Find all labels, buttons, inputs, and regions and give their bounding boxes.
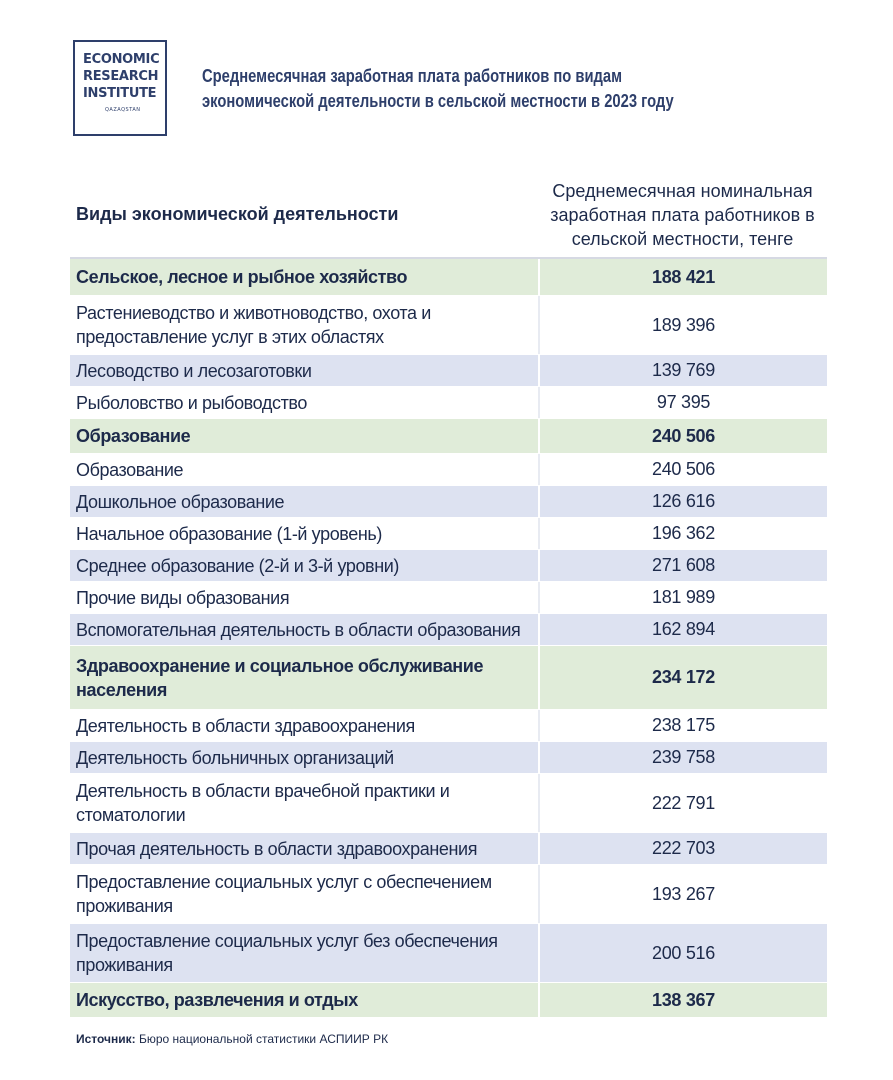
activity-cell: Прочая деятельность в области здравоохранения <box>76 838 478 859</box>
wage-cell: 97 395 <box>538 387 827 418</box>
table-section-row <box>70 259 827 296</box>
table-row <box>70 833 827 865</box>
header-wage: Среднемесячная номинальная заработная плата работников в сельской местности, тенге <box>550 180 815 249</box>
logo-line-1: ECONOMIC <box>83 52 160 67</box>
activity-cell: Среднее образование (2-й и 3-й уровни) <box>76 555 400 576</box>
header-activity: Виды экономической деятельности <box>76 204 399 224</box>
logo-line-2: RESEARCH <box>83 69 159 84</box>
wage-cell: 240 506 <box>538 419 827 453</box>
activity-cell: Искусство, развлечения и отдых <box>76 990 358 1010</box>
wage-cell: 139 769 <box>538 355 827 386</box>
wage-cell: 234 172 <box>538 646 827 709</box>
source-label: Источник: <box>76 1032 136 1046</box>
activity-cell: Начальное образование (1-й уровень) <box>76 523 382 544</box>
logo <box>73 40 167 136</box>
wage-cell: 222 703 <box>538 833 827 864</box>
activity-cell: Рыболовство и рыбоводство <box>76 392 307 413</box>
table-row <box>70 614 827 646</box>
table-row <box>70 742 827 774</box>
page-title <box>202 64 674 114</box>
activity-cell: Вспомогательная деятельность в области образования <box>76 619 521 640</box>
wage-cell: 181 989 <box>538 582 827 613</box>
activity-cell: Сельское, лесное и рыбное хозяйство <box>76 267 408 287</box>
source-text: Бюро национальной статистики АСПИИР РК <box>135 1032 389 1046</box>
title-line-2: экономической деятельности в сельской местности в 2023 году <box>202 91 674 111</box>
activity-cell: Прочие виды образования <box>76 587 290 608</box>
activity-cell: Растениеводство и животноводство, охота и предоставление услуг в этих областях <box>76 303 431 347</box>
activity-cell: Деятельность больничных организаций <box>76 747 394 768</box>
activity-cell: Дошкольное образование <box>76 491 285 512</box>
wage-cell: 271 608 <box>538 550 827 581</box>
table-row <box>70 774 827 833</box>
wage-cell: 222 791 <box>538 774 827 832</box>
wage-cell: 126 616 <box>538 486 827 517</box>
table-row <box>70 550 827 582</box>
table-row <box>70 454 827 486</box>
wage-cell: 162 894 <box>538 614 827 645</box>
table-section-row <box>70 646 827 710</box>
logo-subtitle: QAZAQSTAN <box>105 107 141 113</box>
logo-line-3: INSTITUTE <box>83 86 157 101</box>
table-row <box>70 355 827 387</box>
table-header <box>70 172 827 259</box>
table-body <box>70 259 827 1018</box>
table-section-row <box>70 983 827 1018</box>
activity-cell: Лесоводство и лесозаготовки <box>76 360 312 381</box>
activity-cell: Предоставление социальных услуг без обеспечения проживания <box>76 931 498 975</box>
source-note <box>76 1032 388 1046</box>
wage-cell: 188 421 <box>538 259 827 295</box>
table-row <box>70 518 827 550</box>
activity-cell: Деятельность в области врачебной практики и стоматологии <box>76 781 450 825</box>
wage-cell: 138 367 <box>538 983 827 1017</box>
activity-cell: Здравоохранение и социальное обслуживание населения <box>76 655 484 700</box>
wage-cell: 240 506 <box>538 454 827 485</box>
wage-cell: 200 516 <box>538 924 827 982</box>
activity-cell: Образование <box>76 426 191 446</box>
table-row <box>70 710 827 742</box>
activity-cell: Предоставление социальных услуг с обеспечением проживания <box>76 872 492 916</box>
wage-cell: 239 758 <box>538 742 827 773</box>
wage-cell: 193 267 <box>538 865 827 923</box>
table-row <box>70 924 827 983</box>
table-row <box>70 387 827 419</box>
wage-cell: 196 362 <box>538 518 827 549</box>
table-row <box>70 296 827 355</box>
table-row <box>70 582 827 614</box>
title-line-1: Среднемесячная заработная плата работников по видам <box>202 66 623 86</box>
table-row <box>70 865 827 924</box>
table-row <box>70 486 827 518</box>
wage-cell: 238 175 <box>538 710 827 741</box>
wage-table <box>70 172 827 1018</box>
wage-cell: 189 396 <box>538 296 827 354</box>
table-section-row <box>70 419 827 454</box>
activity-cell: Деятельность в области здравоохранения <box>76 715 415 736</box>
activity-cell: Образование <box>76 459 184 480</box>
